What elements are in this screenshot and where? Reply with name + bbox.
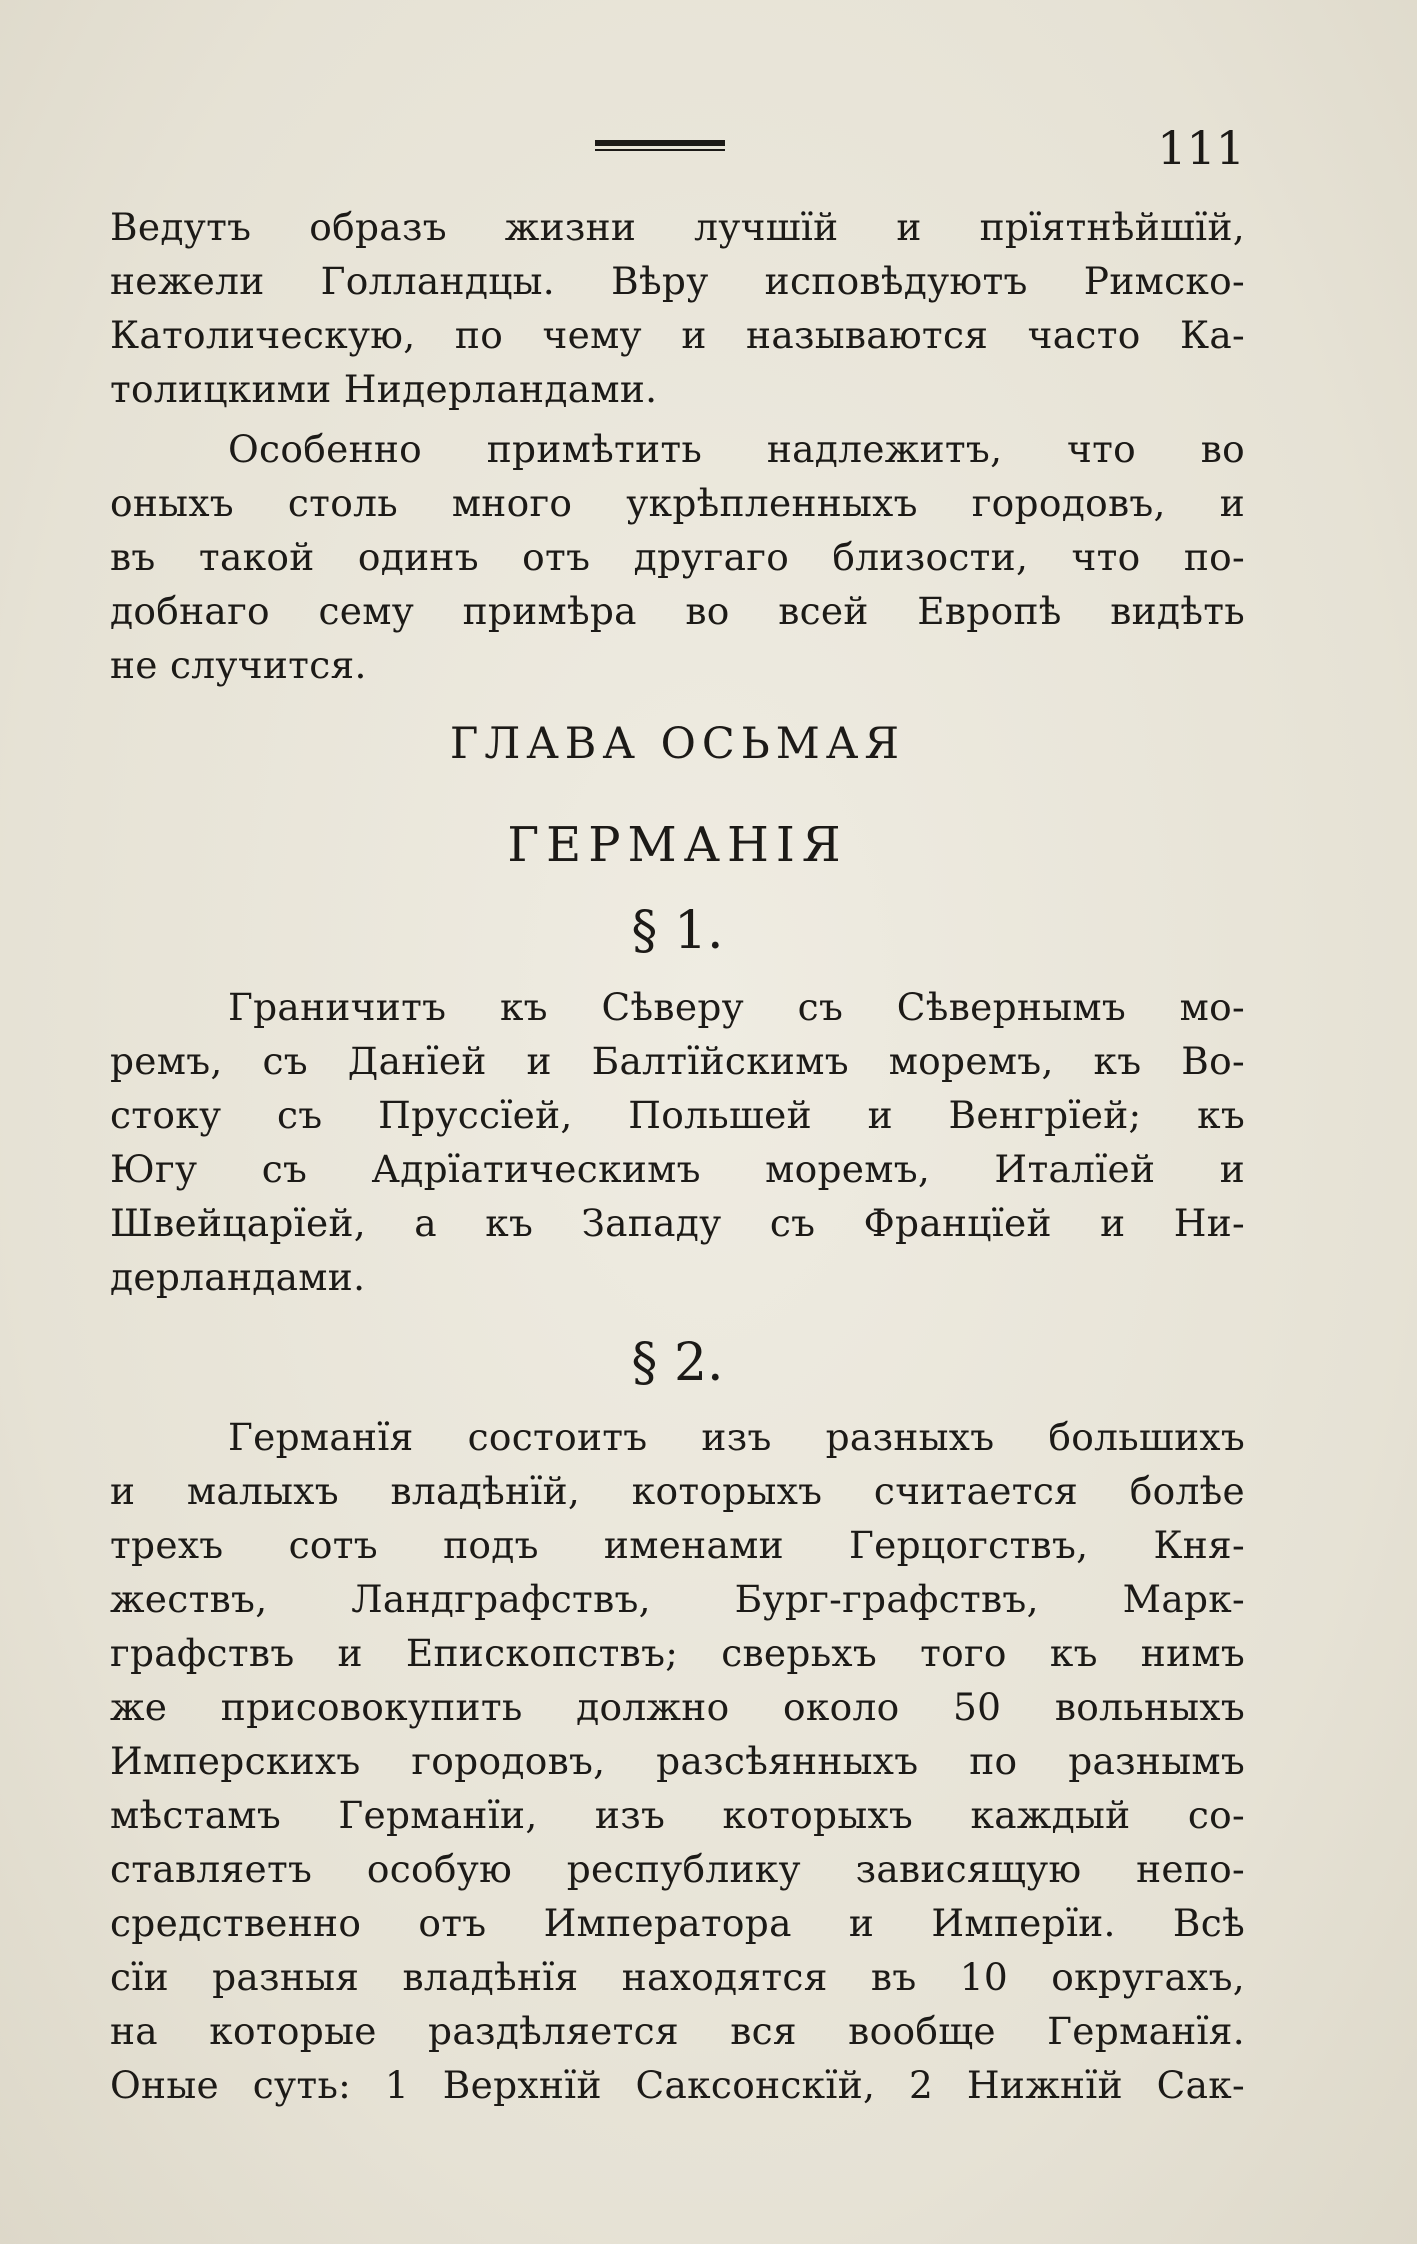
text-line: средственно отъ Императора и Имперїи. Всѣ	[110, 1901, 1245, 1945]
text-line: ремъ, съ Данїей и Балтїйскимъ моремъ, къ Во-	[110, 1039, 1245, 1083]
text-line: дерландами.	[110, 1255, 366, 1299]
page-header	[110, 118, 1245, 178]
header-rule-thin	[595, 149, 725, 151]
text-line: Граничитъ къ Сѣверу съ Сѣвернымъ мо-	[228, 985, 1245, 1029]
section-1-paragraph	[110, 980, 1245, 1304]
paragraph-fortresses	[110, 422, 1245, 692]
text-line: Германїя состоитъ изъ разныхъ большихъ	[228, 1415, 1245, 1459]
text-line: нежели Голландцы. Вѣру исповѣдуютъ Римско-	[110, 259, 1245, 303]
text-line: мѣстамъ Германїи, изъ которыхъ каждый со-	[110, 1793, 1245, 1837]
text-line: Швейцарїей, а къ Западу съ Францїей и Ни-	[110, 1201, 1245, 1245]
text-line: Католическую, по чему и называются часто Ка-	[110, 313, 1245, 357]
text-line: не случится.	[110, 643, 367, 687]
page-number: 111	[1157, 121, 1245, 175]
text-line: Ведутъ образъ жизни лучшїй и прїятнѣйшїй,	[110, 205, 1245, 249]
paragraph-continuation	[110, 200, 1245, 416]
text-line: сїи разныя владѣнїя находятся въ 10 округахъ,	[110, 1955, 1245, 1999]
text-line: и малыхъ владѣнїй, которыхъ считается болѣе	[110, 1469, 1245, 1513]
text-line: стоку съ Пруссїей, Польшей и Венгрїей; къ	[110, 1093, 1245, 1137]
text-line: графствъ и Епископствъ; сверьхъ того къ нимъ	[110, 1631, 1245, 1675]
text-line: трехъ сотъ подъ именами Герцогствъ, Кня-	[110, 1523, 1245, 1567]
text-line: на которые раздѣляется вся вообще Германїя.	[110, 2009, 1245, 2053]
section-2-mark: § 2.	[631, 1333, 724, 1393]
text-line: ставляетъ особую республику зависящую непо-	[110, 1847, 1245, 1891]
text-line: Особенно примѣтить надлежитъ, что во	[228, 427, 1245, 471]
text-line: Имперскихъ городовъ, разсѣянныхъ по разнымъ	[110, 1739, 1245, 1783]
header-double-rule	[595, 140, 725, 152]
text-line: же присовокупить должно около 50 вольныхъ	[110, 1685, 1245, 1729]
section-2-paragraph	[110, 1410, 1245, 2112]
text-line: Оные суть: 1 Верхнїй Саксонскїй, 2 Нижнїй Сак-	[110, 2063, 1245, 2107]
text-line: оныхъ столь много укрѣпленныхъ городовъ, и	[110, 481, 1245, 525]
text-line: въ такой одинъ отъ другаго близости, что по-	[110, 535, 1245, 579]
chapter-subject: ГЕРМАНІЯ	[507, 817, 848, 873]
section-1-mark: § 1.	[631, 901, 724, 961]
text-line: Югу съ Адрїатическимъ моремъ, Италїей и	[110, 1147, 1245, 1191]
text-line: добнаго сему примѣра во всей Европѣ видѣть	[110, 589, 1245, 633]
text-line: толицкими Нидерландами.	[110, 367, 658, 411]
header-rule-thick	[595, 140, 725, 146]
chapter-title: ГЛАВА ОСЬМАЯ	[449, 719, 906, 769]
text-line: жествъ, Ландграфствъ, Бург-графствъ, Марк-	[110, 1577, 1245, 1621]
